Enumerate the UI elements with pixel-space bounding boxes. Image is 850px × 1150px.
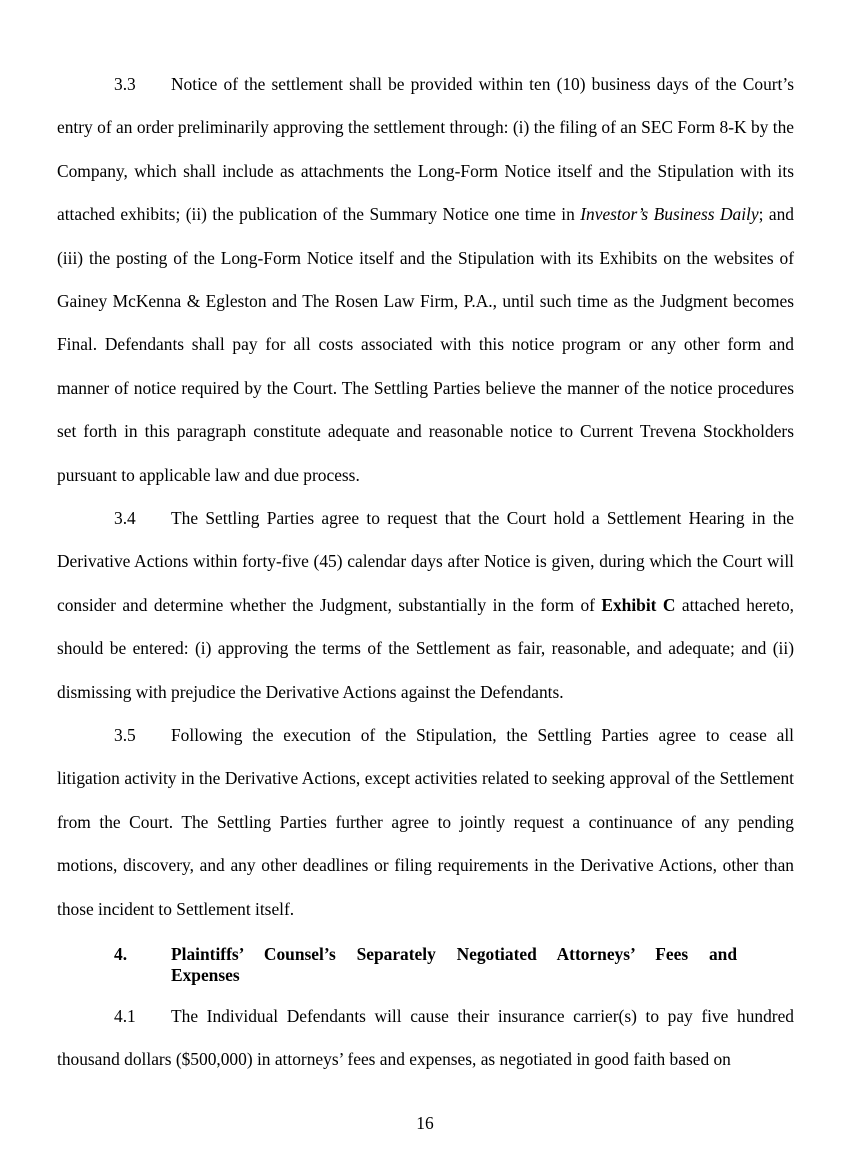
page-number: 16 <box>416 1113 434 1133</box>
paragraph-number: 3.4 <box>114 508 136 528</box>
paragraph-text: The Settling Parties agree to request that the Court hold a Settlement Hearing in the Derivative Actions within forty-five (45) calendar days after Notice is given, during which the Court will consider and determine whether the Judgment, substantially in the form of <box>57 508 794 615</box>
paragraph-text: Following the execution of the Stipulation, the Settling Parties agree to cease all litigation activity in the Derivative Actions, except activities related to seeking approval of the Settlement from the Court. The Settling Parties further agree to jointly request a continuance of any pending motions, discovery, and any other deadlines or filing requirements in the Derivative Actions, other than those incident to Settlement itself. <box>57 725 794 919</box>
paragraph-number: 3.3 <box>114 74 136 94</box>
paragraph-text: The Individual Defendants will cause their insurance carrier(s) to pay five hundred thousand dollars ($500,000) in attorneys’ fees and expenses, as negotiated in good faith based on <box>57 1006 794 1070</box>
paragraph-text: Notice of the settlement shall be provided within ten (10) business days of the Court’s entry of an order preliminarily approving the settlement through: (i) the filing of an SEC Form 8-K by the Company, which shall include as attachments the Long-Form Notice itself and the Stipulation with its attached exhibits; (ii) the publication of the Summary Notice one time in <box>57 74 794 225</box>
section-heading <box>114 944 794 986</box>
paragraph-number: 4.1 <box>114 1006 136 1026</box>
publication-name: Investor’s Business Daily <box>580 204 759 225</box>
section-title-line-2: Expenses <box>171 965 240 985</box>
paragraph-4-1 <box>57 995 794 1082</box>
paragraph-3-4 <box>57 497 794 714</box>
paragraph-text: ; and (iii) the posting of the Long-Form Notice itself and the Stipulation with its Exhibits on the websites of Gainey McKenna & Egleston and The Rosen Law Firm, P.A., until such time as the Judgment becomes Final. Defendants shall pay for all costs associated with this notice program or any other form and manner of notice required by the Court. The Settling Parties believe the manner of the notice procedures set forth in this paragraph constitute adequate and reasonable notice to Current Trevena Stockholders pursuant to applicable law and due process. <box>57 204 794 485</box>
paragraph-text: attached hereto, should be entered: (i) approving the terms of the Settlement as fair, reasonable, and adequate; and (ii) dismissing with prejudice the Derivative Actions against the Defendants. <box>57 594 794 702</box>
paragraph-3-5 <box>57 714 794 931</box>
section-number: 4. <box>114 944 128 964</box>
paragraph-3-3 <box>57 63 794 497</box>
paragraph-number: 3.5 <box>114 725 136 745</box>
exhibit-reference: Exhibit C <box>601 594 676 615</box>
section-title-line-1: Plaintiffs’ Counsel’s Separately Negotiated Attorneys’ Fees and <box>171 944 737 964</box>
